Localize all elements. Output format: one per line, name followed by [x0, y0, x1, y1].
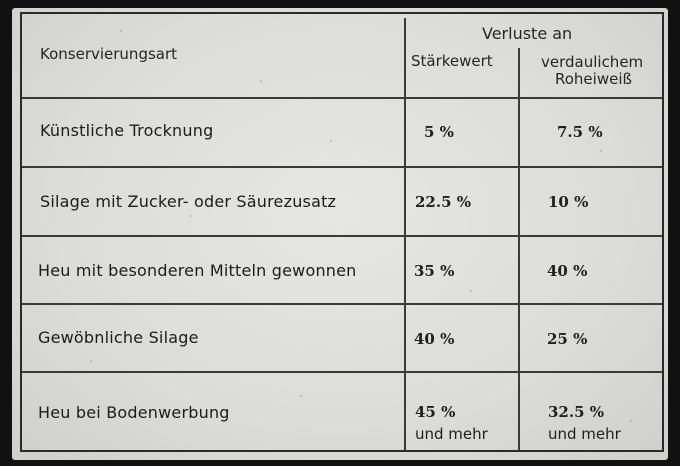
staerke-value: 5 %	[424, 123, 454, 141]
staerke-value: 40 %	[414, 330, 455, 348]
row-label: Künstliche Trocknung	[40, 121, 214, 140]
header-staerkewert: Stärkewert	[411, 52, 493, 70]
row-divider	[22, 303, 662, 305]
staerke-value: 45 %	[415, 403, 456, 421]
staerke-value: 35 %	[414, 262, 455, 280]
header-verdaulichem: verdaulichem	[541, 53, 644, 71]
dust-speck	[90, 360, 92, 362]
column-divider-main	[404, 18, 406, 450]
dust-speck	[120, 30, 122, 32]
eiweiss-value: 25 %	[547, 330, 588, 348]
header-roheiweiss: Roheiweiß	[555, 70, 632, 88]
eiweiss-value: 10 %	[548, 193, 589, 211]
eiweiss-value: 7.5 %	[557, 123, 603, 141]
staerke-value: 22.5 %	[415, 193, 472, 211]
row-label: Silage mit Zucker- oder Säurezusatz	[40, 192, 337, 211]
row-divider	[22, 166, 662, 168]
column-divider-sub	[518, 48, 520, 450]
header-konservierungsart: Konservierungsart	[40, 45, 178, 63]
header-verluste-an: Verluste an	[482, 24, 573, 43]
dust-speck	[330, 140, 332, 142]
row-label: Heu bei Bodenwerbung	[38, 403, 230, 422]
dust-speck	[300, 395, 302, 397]
row-label: Gewöbnliche Silage	[38, 328, 199, 347]
eiweiss-suffix: und mehr	[548, 425, 621, 443]
staerke-suffix: und mehr	[415, 425, 488, 443]
row-label: Heu mit besonderen Mitteln gewonnen	[38, 261, 357, 280]
eiweiss-value: 32.5 %	[548, 403, 605, 421]
row-divider	[22, 235, 662, 237]
dust-speck	[260, 80, 262, 82]
dust-speck	[630, 420, 632, 422]
row-divider	[22, 371, 662, 373]
dust-speck	[470, 290, 472, 292]
dust-speck	[600, 150, 602, 152]
eiweiss-value: 40 %	[547, 262, 588, 280]
dust-speck	[190, 215, 192, 217]
header-divider	[22, 97, 662, 99]
